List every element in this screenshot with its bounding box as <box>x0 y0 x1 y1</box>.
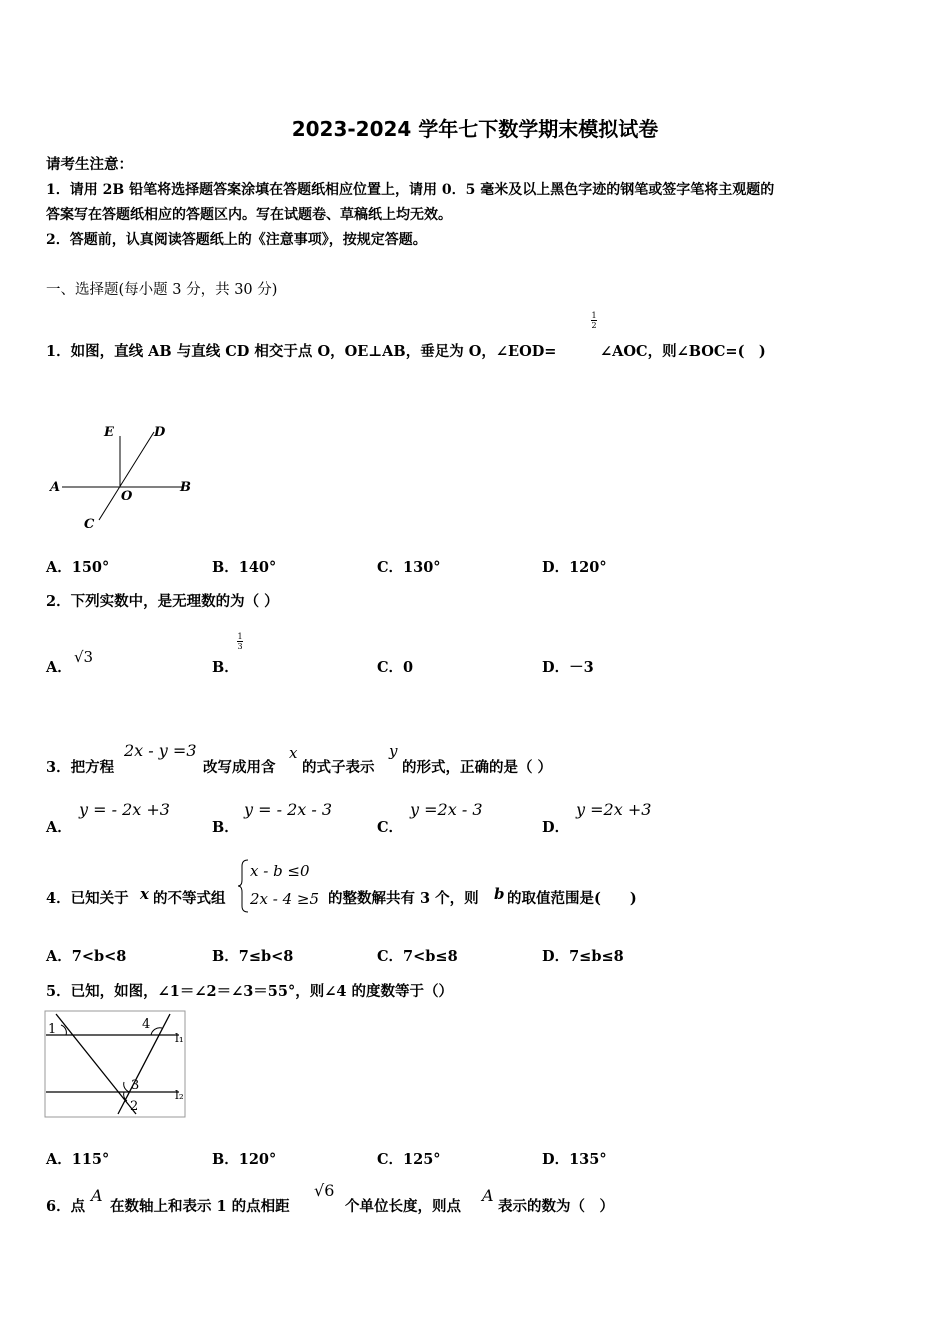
q1-frac-num: 1 <box>591 311 597 320</box>
q2-option-a-sqrt3[interactable]: √3 <box>74 648 94 666</box>
q1-option-b[interactable]: B．140° <box>212 559 277 576</box>
q3-option-a-label[interactable]: A． <box>46 819 72 836</box>
q1-figure-intersecting-lines <box>44 418 204 536</box>
q3-option-c-label[interactable]: C． <box>377 819 404 836</box>
q5-option-a[interactable]: A．115° <box>46 1151 110 1168</box>
page-title: 2023-2024 学年七下数学期末模拟试卷 <box>291 117 659 141</box>
q4-stem-part4: 的取值范围是( ) <box>507 890 637 907</box>
q1-fraction-half <box>591 311 597 330</box>
q6-stem-part4: 表示的数为（ ） <box>498 1198 614 1215</box>
q3-equation: 2x - y =3 <box>124 741 197 760</box>
q4-option-a[interactable]: A．7<b<8 <box>46 948 127 965</box>
q4-var-x: x <box>140 885 149 903</box>
q2-frac-num: 1 <box>237 632 243 641</box>
q6-stem-part3: 个单位长度，则点 <box>345 1198 461 1215</box>
notice-heading: 请考生注意： <box>46 156 133 173</box>
notice-line-2: 答案写在答题纸相应的答题区内。写在试题卷、草稿纸上均无效。 <box>46 207 452 223</box>
section-heading-choice: 一、选择题(每小题 3 分，共 30 分) <box>46 282 278 298</box>
q3-option-d-label[interactable]: D． <box>542 819 570 836</box>
label-e: E <box>104 425 114 440</box>
transversal-1 <box>56 1014 139 1114</box>
q4-var-b: b <box>494 885 505 903</box>
label-angle-1: 1 <box>48 1022 57 1037</box>
q2-option-b-fraction[interactable] <box>237 632 243 651</box>
q5-option-c[interactable]: C．125° <box>377 1151 441 1168</box>
q1-option-d[interactable]: D．120° <box>542 559 607 576</box>
q6-var-a: A <box>91 1186 103 1205</box>
q3-var-x: x <box>289 744 298 762</box>
label-c: C <box>84 517 95 532</box>
q1-frac-den: 2 <box>591 321 597 330</box>
q6-stem-part1: 6．点 <box>46 1198 86 1215</box>
label-angle-4: 4 <box>142 1017 151 1032</box>
q6-stem-part2: 在数轴上和表示 1 的点相距 <box>110 1198 290 1215</box>
q4-option-b[interactable]: B．7≤b<8 <box>212 948 294 965</box>
q4-stem-part1: 4．已知关于 <box>46 890 129 907</box>
q3-stem-part3: 的式子表示 <box>302 759 375 776</box>
q3-option-b-expr[interactable]: y = - 2x - 3 <box>244 800 333 819</box>
label-l2: l₂ <box>175 1088 184 1102</box>
label-l1: l₁ <box>175 1031 184 1045</box>
q5-figure-parallel-lines <box>44 1010 188 1120</box>
q4-inequality-2: 2x - 4 ≥5 <box>250 890 320 908</box>
q4-option-c[interactable]: C．7<b≤8 <box>377 948 458 965</box>
q2-option-b-label[interactable]: B． <box>212 659 239 676</box>
q5-stem: 5．已知，如图，∠1＝∠2＝∠3＝55°，则∠4 的度数等于（） <box>46 983 454 1000</box>
q3-stem-part1: 3．把方程 <box>46 759 115 776</box>
q2-option-c[interactable]: C．0 <box>377 659 414 676</box>
label-angle-3: 3 <box>131 1078 140 1093</box>
q1-option-a[interactable]: A．150° <box>46 559 110 576</box>
label-a: A <box>50 480 61 495</box>
q1-option-c[interactable]: C．130° <box>377 559 441 576</box>
q2-stem: 2．下列实数中，是无理数的为（ ） <box>46 593 279 610</box>
q3-option-b-label[interactable]: B． <box>212 819 239 836</box>
q3-stem-part2: 改写成用含 <box>203 759 276 776</box>
q5-option-d[interactable]: D．135° <box>542 1151 607 1168</box>
q2-option-d[interactable]: D．－3 <box>542 659 594 676</box>
q4-option-d[interactable]: D．7≤b≤8 <box>542 948 624 965</box>
q3-option-d-expr[interactable]: y =2x +3 <box>576 800 652 819</box>
line-cd <box>99 432 154 520</box>
q3-var-y: y <box>389 742 398 760</box>
q4-stem-part2: 的不等式组 <box>153 890 226 907</box>
q4-inequality-1: x - b ≤0 <box>250 862 310 880</box>
q1-stem-part2: ∠AOC，则∠BOC=( ) <box>600 343 766 360</box>
q2-frac-den: 3 <box>237 642 243 651</box>
label-o: O <box>121 489 133 504</box>
q6-sqrt6: √6 <box>314 1181 335 1200</box>
q4-left-brace <box>238 858 250 914</box>
label-angle-2: 2 <box>130 1099 139 1114</box>
q5-option-b[interactable]: B．120° <box>212 1151 277 1168</box>
angle-3-arc <box>124 1082 130 1092</box>
q4-stem-part3: 的整数解共有 3 个，则 <box>328 890 479 907</box>
q3-stem-part4: 的形式，正确的是（ ） <box>402 759 553 776</box>
notice-line-1: 1．请用 2B 铅笔将选择题答案涂填在答题纸相应位置上，请用 0．5 毫米及以上黑色字迹的钢笔或签字笔将主观题的 <box>46 182 775 198</box>
q3-option-a-expr[interactable]: y = - 2x +3 <box>79 800 170 819</box>
q6-var-a-2: A <box>482 1186 494 1205</box>
notice-line-3: 2．答题前，认真阅读答题纸上的《注意事项》，按规定答题。 <box>46 232 427 248</box>
label-b: B <box>180 480 191 495</box>
label-d: D <box>154 425 166 440</box>
q2-option-a-label[interactable]: A． <box>46 659 72 676</box>
q3-option-c-expr[interactable]: y =2x - 3 <box>410 800 483 819</box>
q1-stem-part1: 1．如图，直线 AB 与直线 CD 相交于点 O，OE⊥AB，垂足为 O，∠EOD= <box>46 343 557 360</box>
